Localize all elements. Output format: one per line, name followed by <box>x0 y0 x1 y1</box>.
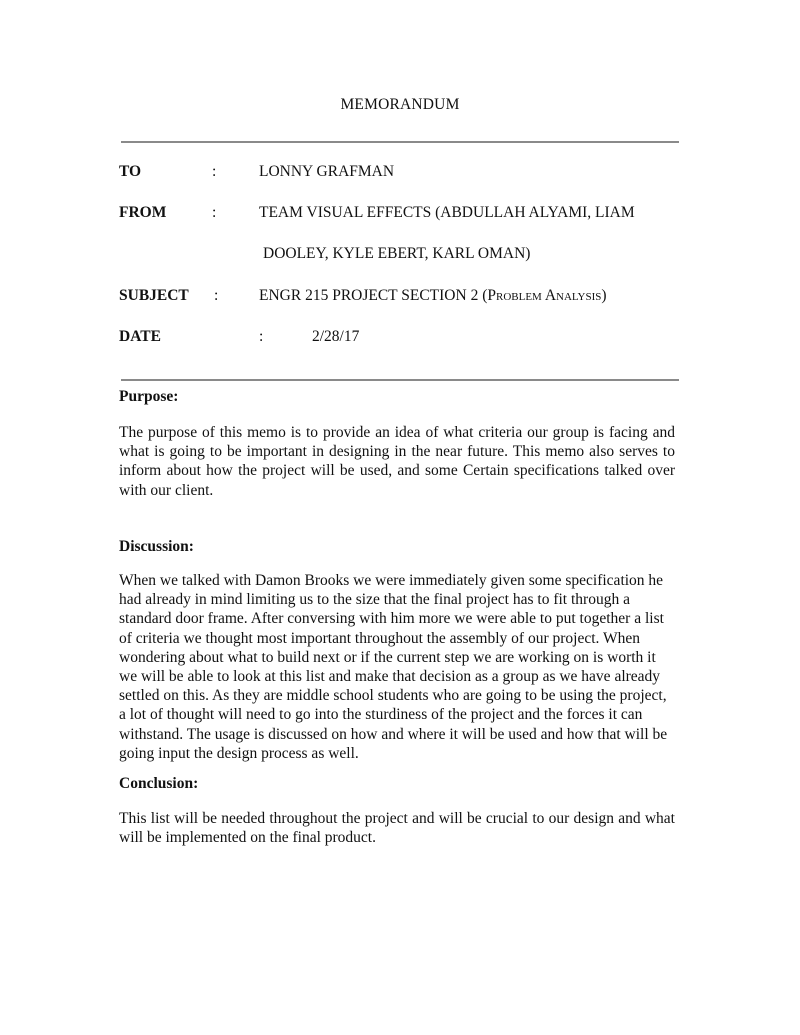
subject-value-main: ENGR 215 PROJECT SECTION 2 ( <box>259 287 488 304</box>
subject-label: SUBJECT <box>119 287 189 304</box>
discussion-line: going input the design process as well. <box>119 744 359 762</box>
to-colon: : <box>212 163 217 180</box>
top-divider <box>121 141 679 143</box>
discussion-line: standard door frame. After conversing with him more we were able to put together a list <box>119 610 664 628</box>
conclusion-heading: Conclusion: <box>119 775 199 792</box>
header-divider <box>121 379 679 381</box>
discussion-text <box>119 571 689 763</box>
from-colon: : <box>212 204 217 221</box>
date-value: 2/28/17 <box>312 328 360 345</box>
conclusion-text: This list will be needed throughout the project and will be crucial to our design and what will be implemented on the final product. <box>119 810 675 847</box>
discussion-heading: Discussion: <box>119 538 194 555</box>
to-value: LONNY GRAFMAN <box>259 163 395 180</box>
memo-title: MEMORANDUM <box>340 96 460 113</box>
to-label: TO <box>119 163 142 180</box>
discussion-line: When we talked with Damon Brooks we were immediately given some specification he <box>119 572 664 589</box>
discussion-line: a lot of thought will need to go into the sturdiness of the project and the forces it can <box>119 706 643 724</box>
discussion-line: settled on this. As they are middle school students who are going to be using the project, <box>119 687 667 705</box>
subject-value-end: ) <box>601 287 607 304</box>
discussion-line: of criteria we thought most important throughout the assembly of our project. When <box>119 629 640 647</box>
discussion-line: wondering about what to build next or if the current step we are working on is worth it <box>119 648 656 666</box>
subject-value <box>259 287 607 305</box>
date-colon: : <box>259 328 264 345</box>
from-value-line2: DOOLEY, KYLE EBERT, KARL OMAN) <box>263 245 531 262</box>
subject-colon: : <box>214 287 219 304</box>
discussion-line: we will be able to look at this list and make that decision as a group as we have already <box>119 668 661 686</box>
purpose-text: The purpose of this memo is to provide an idea of what criteria our group is facing and what is going to be important in designing in the near future. This memo also serves to inform about how the project will be used, and some Certain specifications talked over with our client. <box>119 424 675 499</box>
discussion-line: withstand. The usage is discussed on how and where it will be used and how that will be <box>119 725 668 743</box>
from-label: FROM <box>119 204 167 221</box>
subject-value-smallcaps: Problem Analysis <box>487 287 602 304</box>
purpose-heading: Purpose: <box>119 388 179 405</box>
from-value-line1: TEAM VISUAL EFFECTS (ABDULLAH ALYAMI, LIAM <box>259 204 635 221</box>
discussion-line: had already in mind limiting us to the size that the final project has to fit through a <box>119 591 630 609</box>
date-label: DATE <box>119 328 161 345</box>
